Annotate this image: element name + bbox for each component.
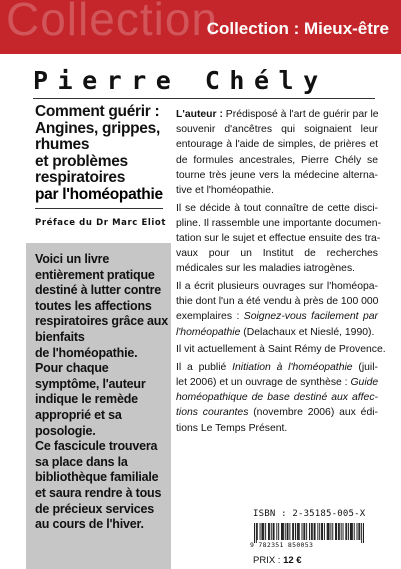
bio-line: tions Le Temps Présent. [176,422,288,434]
book-title [35,104,165,203]
blurb-line: bienfaits [35,329,85,344]
bio-lead: L'auteur : [176,109,223,120]
bio-line: tourne très jeune vers la médecine alterna- [176,169,378,181]
bio-text: let 2006) et un ouvrage de synthèse : [176,377,351,389]
bio-line [176,107,378,122]
barcode-digits: 9 782351 850053 [250,541,314,549]
isbn-number: ISBN : 2-35185-005-X [253,509,366,519]
bio-line: souvenir d'ancêtres qui soignaient leur [176,124,378,136]
blurb-line: sa place dans la [35,454,128,469]
bio-line: thie dont l'un a été vendu à près de 100 000 [176,296,379,308]
bio-line: tive et l'homéopathie. [176,185,274,197]
blurb-line: destiné à lutter contre [35,283,161,298]
bio-paragraph [176,360,378,436]
blurb-line: toutes les affections [35,298,152,313]
price-value: 12 € [283,555,302,566]
price [253,555,302,566]
author-rule [33,98,375,99]
blurb-line: et saura rendre à tous [35,485,162,500]
bio-paragraph [176,201,382,277]
bio-line [176,309,378,324]
title-line: Angines, grippes, [35,119,160,137]
bio-text: exemplaires : [176,311,244,323]
title-line: et problèmes [35,152,128,170]
bio-line: médicales sur les maladies iatrogènes. [176,263,356,275]
book-reference: tions courantes [176,407,249,419]
bio-line: entourage à l'aide de simples, de prières et [176,139,378,151]
blurb-line: Ce fascicule trouvera [35,439,158,454]
blurb-line: entièrement pratique [35,267,155,282]
banner-watermark: Collection [6,0,218,45]
bio-line: pline. Il rassemble une importante documen- [176,217,382,229]
title-line: respiratoires [35,169,126,186]
title-line: Comment guérir : [35,103,160,120]
blurb-line: respiratoires grâce aux [35,314,168,329]
bio-line: tation sur le sujet et effectue ensuite des tra- [176,233,381,245]
book-reference: Guide [350,377,379,389]
bio-text: Prédisposé à l'art de guérir par le [222,109,379,120]
book-reference: Soignez-vous facilement par [243,311,378,323]
bio-line: Il se décide à tout connaître de cette disci- [176,202,378,214]
title-line: rhumes [35,136,90,153]
book-reference: homéopathique de base destiné aux affec- [176,392,378,404]
book-reference: Initiation à l'homéopathie [232,361,353,373]
blurb-line: posologie. [35,423,96,438]
bio-text: (novembre 2006) aux édi- [248,407,378,419]
book-reference: l'homéopathie [176,326,241,338]
blurb-line: approprié et sa [35,407,122,422]
blurb-text [35,252,168,533]
blurb-line: Voici un livre [35,252,110,266]
isbn-block [246,501,375,569]
title-line: par l'homéopathie [35,185,163,203]
bio-paragraph [176,107,378,198]
title-rule [35,208,163,209]
author-bio [176,107,386,438]
bio-line [176,360,378,375]
collection-label: Collection : Mieux-être [206,19,389,38]
bio-paragraph [176,342,386,357]
blurb-line: au cours de l'hiver. [35,517,144,532]
blurb-line: indique le remède [35,392,138,407]
blurb-box [26,243,171,569]
bio-line: Il vit actuellement à Saint Rémy de Provence. [176,344,386,356]
bio-text: (Delachaux et Nieslé, 1990). [240,326,375,338]
bio-line [176,405,378,420]
blurb-line: symptôme, l'auteur [35,376,146,391]
bio-paragraph [176,279,378,340]
bio-line [176,390,378,405]
bio-line [176,375,378,390]
bio-line: Il a écrit plusieurs ouvrages sur l'homéopa- [176,281,378,293]
bio-text: Il a publié [176,361,233,373]
blurb-line: bibliothèque familiale [35,470,159,485]
collection-banner [0,0,401,54]
blurb-line: Pour chaque [35,361,109,376]
price-label: PRIX : [253,555,284,566]
bio-text: (juil- [352,361,378,373]
bio-line: de formules ancestrales, Pierre Chély se [176,154,378,166]
blurb-line: de précieux services [35,501,154,516]
preface-credit: Préface du Dr Marc Eliot [35,218,167,228]
author-name: Pierre Chély [33,66,328,95]
bio-line: vaux pour un Institut de recherches [176,248,378,260]
bio-line [176,325,378,340]
blurb-line: de l'homéopathie. [35,345,138,360]
